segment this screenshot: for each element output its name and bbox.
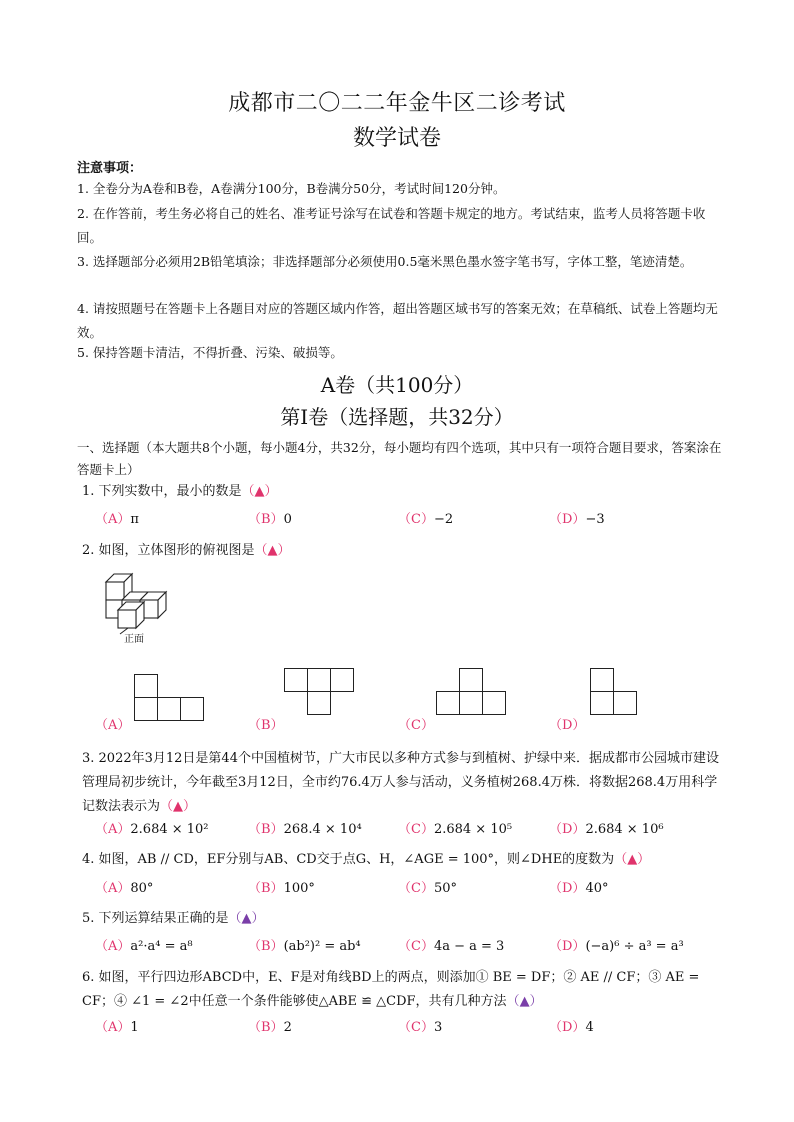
q4-option-a: （A）80° — [95, 881, 154, 896]
q5-option-a: （A）a²·a⁴ = a⁸ — [95, 939, 193, 954]
question-stem: 2. 如图，立体图形的俯视图是 — [82, 543, 255, 558]
top-view-option-b — [284, 668, 364, 722]
front-label: 正面 — [124, 634, 144, 645]
top-view-option-d — [590, 668, 670, 722]
answer-mark: （▲） — [241, 484, 278, 499]
q5-option-d: （D）(−a)⁶ ÷ a³ = a³ — [549, 939, 684, 954]
exam-subtitle: 数学试卷 — [352, 126, 441, 151]
q4-option-d: （D）40° — [549, 881, 609, 896]
q4-option-b: （B）100° — [248, 881, 315, 896]
section-intro: 一、选择题（本大题共8个小题，每小题4分，共32分，每小题均有四个选项，其中只有一项符合题目要求，答案涂在答题卡上） — [77, 440, 722, 477]
q2-option-a: （A） — [95, 718, 131, 733]
question-6 — [82, 966, 722, 1014]
q6-option-c: （C）3 — [398, 1020, 443, 1035]
question-stem: 1. 下列实数中，最小的数是 — [82, 484, 242, 499]
q6-option-d: （D）4 — [549, 1020, 594, 1035]
note-item: 3. 选择题部分必须用2B铅笔填涂；非选择题部分必须使用0.5毫米黑色墨水签字笔书写，字体工整，笔迹清楚。 — [77, 254, 693, 269]
question-1 — [82, 480, 722, 504]
q1-option-d: （D）−3 — [549, 512, 605, 527]
q2-option-d: （D） — [549, 718, 586, 733]
q1-option-b: （B）0 — [248, 512, 292, 527]
notes-heading: 注意事项： — [77, 161, 143, 176]
question-4 — [82, 848, 722, 872]
q5-option-b: （B）(ab²)² = ab⁴ — [248, 939, 361, 954]
q3-option-c: （C）2.684 × 10⁵ — [398, 822, 513, 837]
q3-option-b: （B）268.4 × 10⁴ — [248, 822, 362, 837]
question-stem: 3. 2022年3月12日是第44个中国植树节，广大市民以多种方式参与到植树、护绿中来．据成都市公园城市建设管理局初步统计，今年截至3月12日，全市约76.4万人参与活动，义务植树268.4万株．将数据268.4万用科学记数法表示为 — [82, 751, 719, 814]
question-2 — [82, 539, 722, 563]
question-stem: 5. 下列运算结果正确的是 — [82, 911, 229, 926]
q2-option-b: （B） — [248, 718, 284, 733]
answer-mark: （▲） — [506, 994, 543, 1009]
q3-option-a: （A）2.684 × 10² — [95, 822, 209, 837]
top-view-option-c — [436, 668, 516, 722]
note-item: 4. 请按照题号在答题卡上各题目对应的答题区域内作答，超出答题区域书写的答案无效；在草稿纸、试卷上答题均无效。 — [77, 301, 718, 340]
section-i-title: 第Ⅰ卷（选择题，共32分） — [280, 405, 514, 429]
question-stem: 4. 如图，AB // CD，EF分别与AB、CD交于点G、H，∠AGE = 100°，则∠DHE的度数为 — [82, 852, 615, 867]
q5-option-c: （C）4a − a = 3 — [398, 939, 505, 954]
q1-option-a: （A）π — [95, 512, 139, 527]
exam-title: 成都市二〇二二年金牛区二诊考试 — [228, 91, 566, 116]
question-5 — [82, 907, 722, 931]
answer-mark: （▲） — [160, 799, 197, 814]
q6-option-a: （A）1 — [95, 1020, 139, 1035]
q3-option-d: （D）2.684 × 10⁶ — [549, 822, 664, 837]
q2-option-c: （C） — [398, 718, 434, 733]
q6-option-b: （B）2 — [248, 1020, 292, 1035]
note-item: 1. 全卷分为A卷和B卷，A卷满分100分，B卷满分50分，考试时间120分钟。 — [77, 181, 506, 196]
q1-option-c: （C）−2 — [398, 512, 454, 527]
answer-mark: （▲） — [254, 543, 291, 558]
question-stem: 6. 如图，平行四边形ABCD中，E、F是对角线BD上的两点，则添加① BE = DF；② AE // CF；③ AE = CF；④ ∠1 = ∠2中任意一个条件能够使△ABE ≌ △CDF，共有几种方法 — [82, 970, 700, 1009]
note-item: 2. 在作答前，考生务必将自己的姓名、准考证号涂写在试卷和答题卡规定的地方。考试结束，监考人员将答题卡收回。 — [77, 206, 706, 245]
note-item: 5. 保持答题卡清洁，不得折叠、污染、破损等。 — [77, 345, 343, 360]
q4-option-c: （C）50° — [398, 881, 457, 896]
answer-mark: （▲） — [228, 911, 265, 926]
top-view-option-a — [134, 674, 214, 722]
section-a-title: A卷（共100分） — [320, 373, 474, 397]
question-3 — [82, 747, 722, 819]
answer-mark: （▲） — [614, 852, 651, 867]
